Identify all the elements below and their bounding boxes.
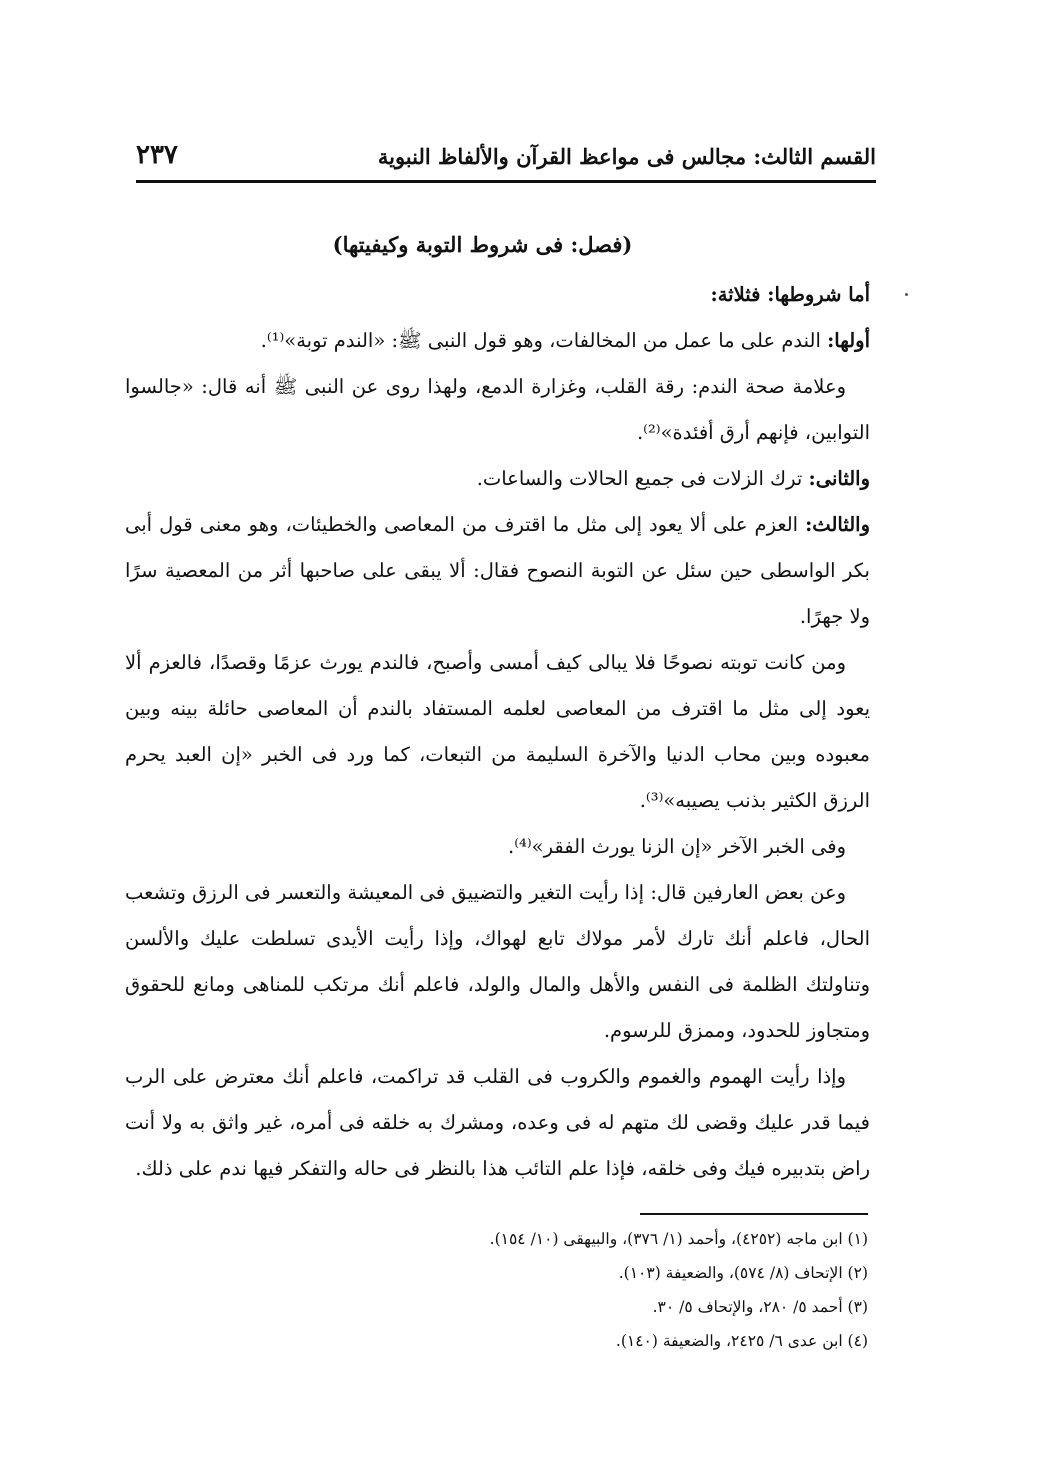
running-header-title [378,144,876,169]
paragraph-text: وعن بعض العارفين قال: إذا رأيت التغير والتضييق فى المعيشة والتعسر فى الرزق وتشعب الحال، فاعلم أنك تارك لأمر مولاك تابع لهواك، وإذا رأيت الأيدى تسلطت عليك والألسن وتناولتك الظلمة فى النفس والأهل والمال والولد، فاعلم أنك مرتكب للمناهى ومانع للحقوق ومتجاوز للحدود، وممزق للرسوم. [125,881,870,1042]
footnote-divider [640,1213,868,1215]
header-part-subtitle: مجالس فى مواعظ القرآن والألفاظ النبوية [377,144,754,169]
paragraph-sign-of-remorse [125,364,870,456]
paragraph-lead: والثانى: [808,467,870,490]
paragraph-text: وإذا رأيت الهموم والغموم والكروب فى القلب قد تراكمت، فاعلم أنك معترض على الرب فيما قدر عليك وقضى لك متهم له فى وعده، ومشرك به خلقه فى أمره، غير واثق به ولا أنت راض بتدبيره فيك وفى خلقه، فإذا علم التائب هذا بالنظر فى حاله والتفكر فيها ندم على ذلك. [125,1065,870,1180]
header-divider [136,180,876,183]
footnote-1: (١) ابن ماجه (٤٢٥٢)، وأحمد (١/ ٣٧٦)، والبيهقى (١٠/ ١٥٤). [489,1230,868,1248]
footnote-2: (٢) الإتحاف (٨/ ٥٧٤)، والضعيفة (١٠٣). [618,1264,868,1282]
paragraph-text: أما شروطها: فثلاثة: [710,283,870,306]
paragraph-text: العزم على ألا يعود إلى مثل ما اقترف من المعاصى والخطيئات، وهو معنى قول أبى بكر الواسطى حين سئل عن التوبة النصوح فقال: ألا يبقى على صاحبها أثر من المعصية سرًا ولا جهرًا. [125,513,870,628]
running-header [136,138,876,182]
paragraph-text: ترك الزلات فى جميع الحالات والساعات. [476,467,809,490]
paragraph-third-condition [125,502,870,640]
footnote-4: (٤) ابن عدى ٦/ ٢٤٢٥، والضعيفة (١٤٠). [615,1332,868,1350]
paragraph-first-condition [125,318,870,364]
paragraph-lead: أولها: [827,329,870,352]
paragraph-text: وفى الخبر الآخر «إن الزنا يورث الفقر»⁽⁴⁾. [508,835,846,858]
paragraph-other-report [125,824,870,870]
footnotes [300,1222,868,1358]
paragraph-gnostic-saying [125,870,870,1054]
margin-dot [905,293,908,296]
page-number: ٢٣٧ [136,140,178,170]
section-title: (فصل: فى شروط التوبة وكيفيتها) [332,232,633,257]
paragraph-text: ومن كانت توبته نصوحًا فلا يبالى كيف أمسى وأصبح، فالندم يورث عزمًا وقصدًا، فالعزم ألا يعود إلى مثل ما اقترف من المعاصى لعلمه المستفاد بالندم أن المعاصى حائلة بينه وبين معبوده وبين محاب الدنيا والآخرة السليمة من التبعات، كما ورد فى الخبر «إن العبد يحرم الرزق الكثير بذنب يصيبه»⁽³⁾. [125,651,870,812]
paragraph-lead: والثالث: [805,513,870,536]
paragraph-worries [125,1054,870,1192]
footnote-3: (٣) أحمد ٥/ ٢٨٠، والإتحاف ٥/ ٣٠. [652,1298,868,1316]
body-text [125,222,870,1192]
paragraph-text: وعلامة صحة الندم: رقة القلب، وغزارة الدمع، ولهذا روى عن النبى ﷺ أنه قال: «جالسوا التوابين، فإنهم أرق أفئدة»⁽²⁾. [125,375,870,444]
paragraph-sincere-repentance [125,640,870,824]
paragraph-text: الندم على ما عمل من المخالفات، وهو قول النبى ﷺ: «الندم توبة»⁽¹⁾. [260,329,828,352]
paragraph-conditions-intro [125,272,870,318]
header-part-label: القسم الثالث: [753,144,876,169]
paragraph-second-condition [125,456,870,502]
